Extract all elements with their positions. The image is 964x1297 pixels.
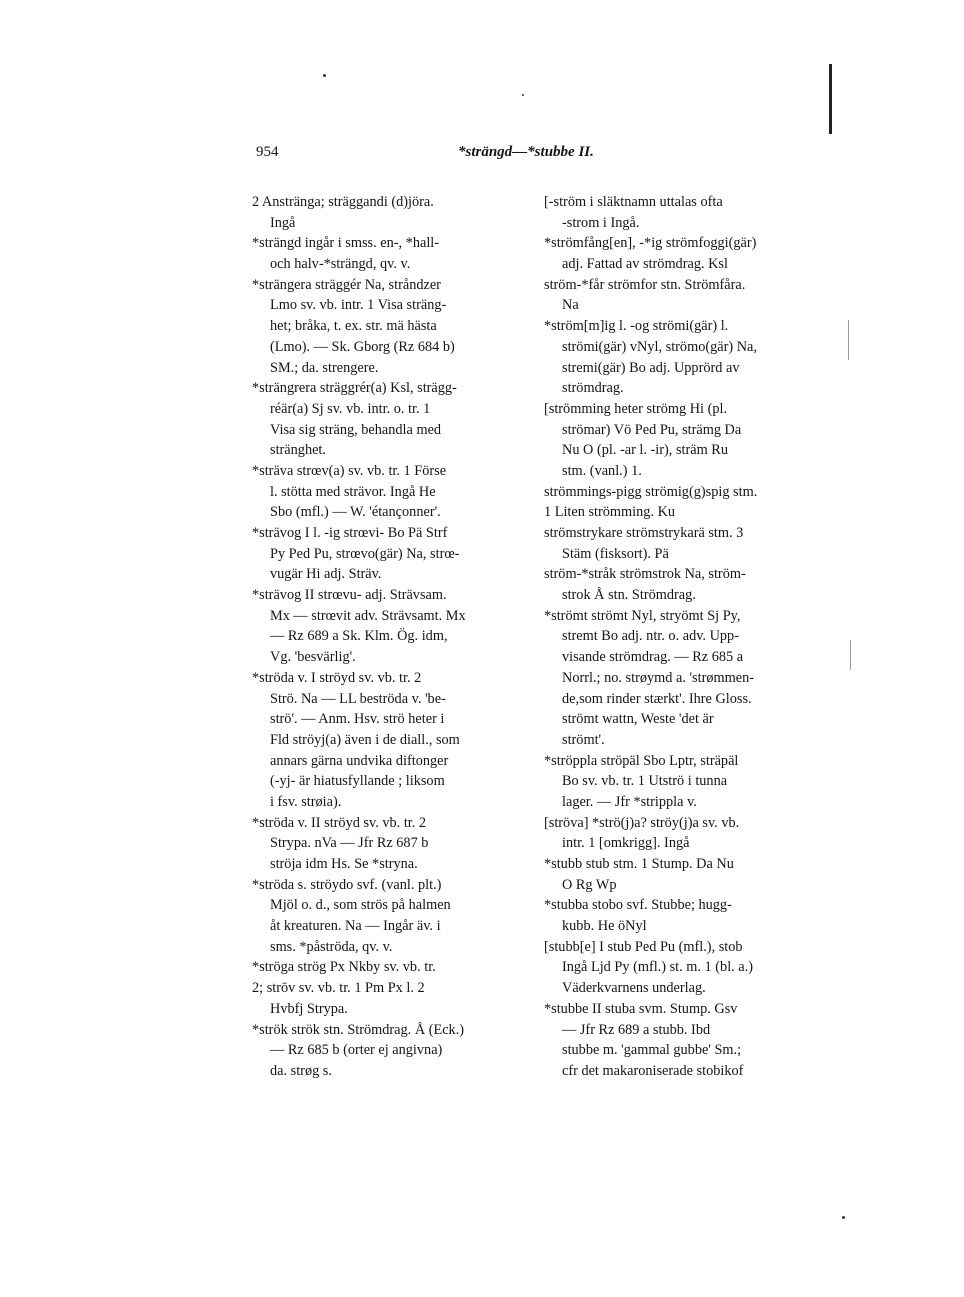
text-line: *stubb stub stm. 1 Stump. Da Nu	[544, 856, 734, 872]
margin-mark	[848, 320, 849, 360]
text-line: *strängrera sträggrér(a) Ksl, strägg-	[252, 380, 457, 397]
text-line: Strö. Na — LL beströda v. 'be-	[270, 690, 446, 707]
text-line: réär(a) Sj sv. vb. intr. o. tr. 1	[270, 400, 431, 417]
text-line: Py Ped Pu, strœvo(gär) Na, strœ-	[270, 545, 460, 562]
text-line: Bo sv. vb. tr. 1 Utströ i tunna	[562, 773, 728, 790]
text-line: *strävog I l. -ig strœvi- Bo Pä Strf	[252, 525, 448, 541]
text-line: Na	[562, 297, 579, 314]
text-line: *ströda v. II ströyd sv. vb. tr. 2	[252, 814, 427, 831]
text-line: l. stötta med strävor. Ingå He	[270, 483, 436, 500]
text-line: *ström[m]ig l. -og strömi(gär) l.	[544, 318, 729, 335]
text-line: O Rg Wp	[562, 876, 617, 893]
text-line: — Jfr Rz 689 a stubb. Ibd	[562, 1021, 711, 1038]
text-line: strömt wattn, Weste 'det är	[562, 711, 714, 728]
text-line: strömstrykare strömstrykarä stm. 3	[544, 525, 744, 541]
text-line: strok Å stn. Strömdrag.	[562, 587, 696, 604]
text-line: strö'. — Anm. Hsv. strö heter i	[270, 711, 445, 728]
text-line: visande strömdrag. — Rz 685 a	[562, 649, 744, 666]
text-line: 2; strōv sv. vb. tr. 1 Pm Px l. 2	[252, 980, 425, 997]
text-line: Mx — strœvit adv. Strävsamt. Mx	[270, 607, 466, 624]
print-speck	[842, 1216, 845, 1219]
text-line: strömt'.	[562, 731, 605, 748]
text-line: Ingå	[270, 214, 296, 231]
text-line: SM.; da. strengere.	[270, 359, 379, 376]
text-line: Mjöl o. d., som strös på halmen	[270, 897, 451, 914]
text-line: het; bråka, t. ex. str. mä hästa	[270, 318, 437, 335]
text-line: ström-*får strömfor stn. Strömfåra.	[544, 276, 746, 293]
text-line: stränghet.	[270, 442, 326, 459]
text-line: *ströppla ströpäl Sbo Lptr, sträpäl	[544, 752, 739, 769]
text-line: kubb. He öNyl	[562, 918, 647, 935]
text-line: *stubba stobo svf. Stubbe; hugg-	[544, 897, 732, 914]
text-line: Norrl.; no. strøymd a. 'strømmen-	[562, 669, 754, 686]
text-line: [-ström i släktnamn uttalas ofta	[544, 194, 723, 210]
text-line: lager. — Jfr *strippla v.	[562, 793, 697, 810]
text-line: Nu O (pl. -ar l. -ir), sträm Ru	[562, 442, 728, 459]
text-line: Sbo (mfl.) — W. 'étançonner'.	[270, 504, 441, 521]
text-line: strömi(gär) vNyl, strömo(gär) Na,	[562, 338, 757, 355]
text-line: *ströda s. ströydo svf. (vanl. plt.)	[252, 876, 442, 893]
text-line: Hvbfj Strypa.	[270, 1000, 348, 1017]
page-number: 954	[256, 144, 279, 160]
text-line: annars gärna undvika diftonger	[270, 752, 449, 769]
text-line: Stäm (fisksort). Pä	[562, 545, 669, 562]
text-line: (-yj- är hiatusfyllande ; liksom	[270, 773, 445, 790]
text-line: stm. (vanl.) 1.	[562, 462, 642, 479]
text-line: strömdrag.	[562, 380, 624, 397]
text-line: strömmings-pigg strömig(g)spig stm.	[544, 483, 758, 500]
print-speck	[323, 74, 326, 77]
text-line: vugär Hi adj. Sträv.	[270, 566, 382, 583]
text-line: i fsv. strøia).	[270, 793, 342, 810]
print-speck	[522, 94, 524, 96]
text-line: och halv-*strängd, qv. v.	[270, 256, 411, 273]
text-line: *strängd ingår i smss. en-, *hall-	[252, 235, 440, 252]
text-line: [strömming heter strömg Hi (pl.	[544, 400, 728, 417]
text-line: -strom i Ingå.	[562, 214, 640, 231]
text-line: [stubb[e] I stub Ped Pu (mfl.), stob	[544, 938, 743, 955]
margin-rule	[829, 64, 832, 134]
text-line: de,som rinder stærkt'. Ihre Gloss.	[562, 690, 752, 707]
text-line: stremi(gär) Bo adj. Upprörd av	[562, 359, 740, 376]
text-line: *strömt strömt Nyl, stryömt Sj Py,	[544, 607, 741, 624]
right-column	[544, 192, 824, 1082]
text-line: stubbe m. 'gammal gubbe' Sm.;	[562, 1042, 742, 1059]
text-line: *ströga strög Px Nkby sv. vb. tr.	[252, 959, 436, 976]
text-line: sms. *påströda, qv. v.	[270, 938, 393, 955]
text-line: *strängera sträggér Na, stråndzer	[252, 276, 441, 293]
running-title: *strängd—*stubbe II.	[458, 144, 594, 160]
text-line: Visa sig sträng, behandla med	[270, 421, 442, 438]
text-line: ströja idm Hs. Se *stryna.	[270, 856, 418, 872]
text-line: (Lmo). — Sk. Gborg (Rz 684 b)	[270, 338, 455, 355]
left-column	[252, 192, 534, 1082]
text-line: — Rz 689 a Sk. Klm. Ög. idm,	[270, 628, 448, 645]
text-line: *sträva strœv(a) sv. vb. tr. 1 Förse	[252, 462, 447, 479]
text-line: *strömfång[en], -*ig strömfoggi(gär)	[544, 235, 757, 252]
text-line: Fld ströyj(a) även i de diall., som	[270, 731, 460, 748]
text-line: Väderkvarnens underlag.	[562, 980, 706, 997]
text-line: intr. 1 [omkrigg]. Ingå	[562, 835, 690, 852]
text-line: Strypa. nVa — Jfr Rz 687 b	[270, 835, 429, 852]
text-line: strömar) Vö Ped Pu, strämg Da	[562, 421, 742, 438]
text-line: *stubbe II stuba svm. Stump. Gsv	[544, 1000, 738, 1017]
text-line: Ingå Ljd Py (mfl.) st. m. 1 (bl. a.)	[562, 959, 753, 976]
text-line: [ströva] *strö(j)a? ströy(j)a sv. vb.	[544, 814, 740, 831]
text-line: *ströda v. I ströyd sv. vb. tr. 2	[252, 669, 422, 686]
text-line: Lmo sv. vb. intr. 1 Visa sträng-	[270, 297, 447, 314]
text-line: *strävog II strœvu- adj. Strävsam.	[252, 587, 447, 604]
margin-mark	[850, 640, 851, 670]
text-line: stremt Bo adj. ntr. o. adv. Upp-	[562, 628, 739, 645]
text-line: — Rz 685 b (orter ej angivna)	[270, 1042, 443, 1059]
text-line: adj. Fattad av strömdrag. Ksl	[562, 256, 728, 273]
text-line: 1 Liten strömming. Ku	[544, 504, 676, 521]
text-line: ström-*stråk strömstrok Na, ström-	[544, 566, 746, 583]
text-line: da. strøg s.	[270, 1062, 332, 1079]
text-line: *strök strök stn. Strömdrag. Å (Eck.)	[252, 1021, 465, 1038]
text-line: 2 Anstränga; sträggandi (d)jöra.	[252, 194, 434, 210]
text-line: åt kreaturen. Na — Ingår äv. i	[270, 918, 441, 935]
text-line: Vg. 'besvärlig'.	[270, 649, 356, 666]
text-line: cfr det makaroniserade stobikof	[562, 1062, 744, 1079]
